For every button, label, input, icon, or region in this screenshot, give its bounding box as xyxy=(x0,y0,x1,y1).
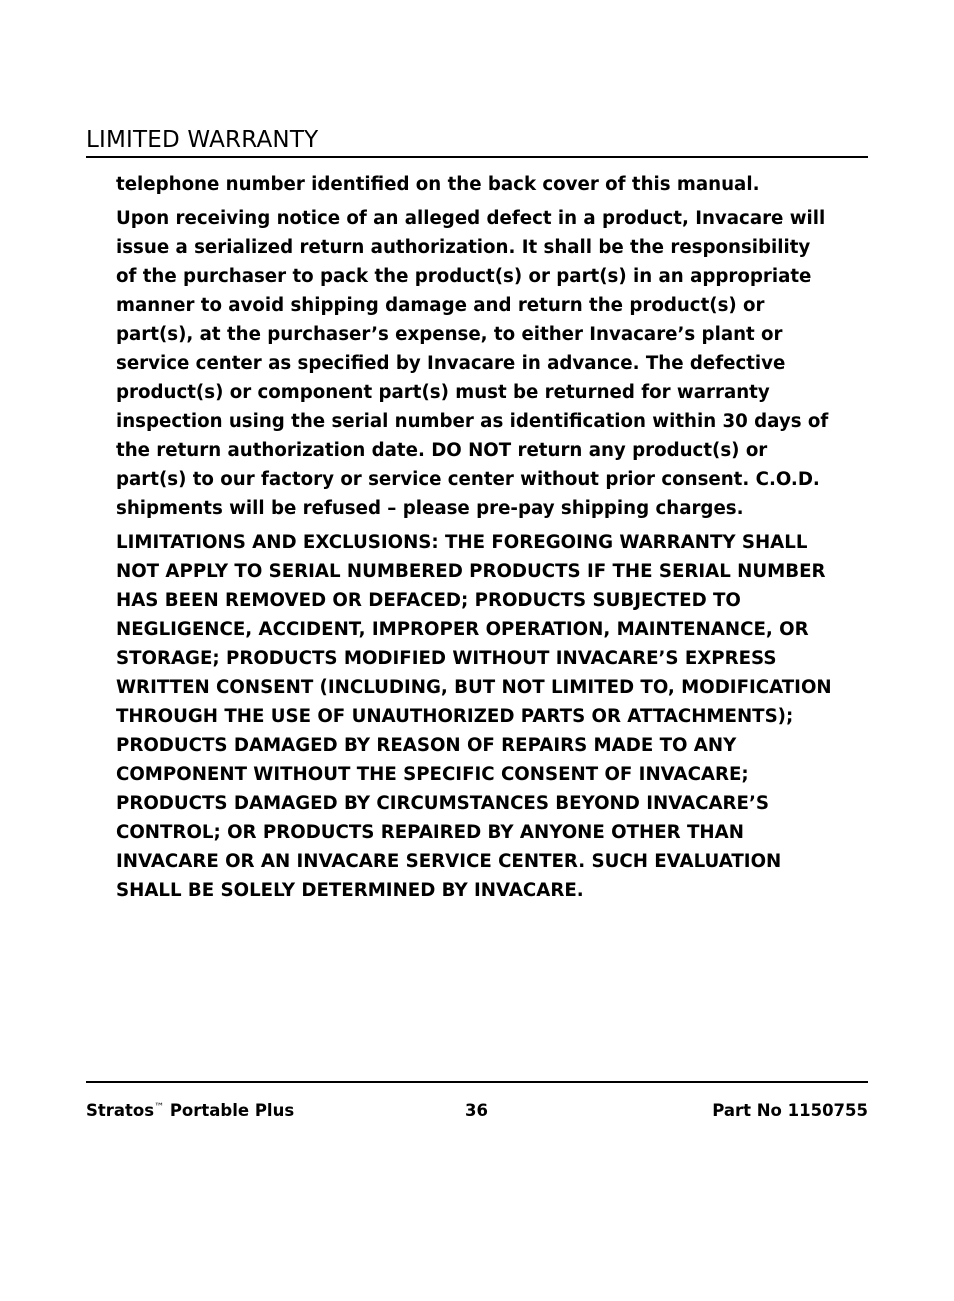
page-footer xyxy=(86,1101,868,1125)
page-header xyxy=(86,124,868,158)
trademark-symbol: ™ xyxy=(154,1102,165,1113)
footer-product-name xyxy=(86,1101,294,1120)
product-suffix-text: Portable Plus xyxy=(164,1101,295,1120)
paragraph-limitations: LIMITATIONS AND EXCLUSIONS: THE FOREGOING WARRANTY SHALL NOT APPLY TO SERIAL NUMBERED PRODUCTS IF THE SERIAL NUMBER HAS BEEN REMOVED OR DEFACED; PRODUCTS SUBJECTED TO NEGLIGENCE, ACCIDENT, IMPROPER OPERATION, MAINTENANCE, OR STORAGE; PRODUCTS MODIFIED WITHOUT INVACARE’S EXPRESS WRITTEN CONSENT (INCLUDING, BUT NOT LIMITED TO, MODIFICATION THROUGH THE USE OF UNAUTHORIZED PARTS OR ATTACHMENTS); PRODUCTS DAMAGED BY REASON OF REPAIRS MADE TO ANY COMPONENT WITHOUT THE SPECIFIC CONSENT OF INVACARE; PRODUCTS DAMAGED BY CIRCUMSTANCES BEYOND INVACARE’S CONTROL; OR PRODUCTS REPAIRED BY ANYONE OTHER THAN INVACARE OR AN INVACARE SERVICE CENTER. SUCH EVALUATION SHALL BE SOLELY DETERMINED BY INVACARE. xyxy=(116,532,832,901)
footer-part-number: Part No 1150755 xyxy=(712,1101,868,1120)
paragraph-return-authorization: Upon receiving notice of an alleged defect in a product, Invacare will issue a serialized return authorization. It shall be the responsibility of the purchaser to pack the product(s) or part(s) in an appropriate manner to avoid shipping damage and return the product(s) or part(s), at the purchaser’s expense, to either Invacare’s plant or service center as specified by Invacare in advance. The defective product(s) or component part(s) must be returned for warranty inspection using the serial number as identification within 30 days of the return authorization date. DO NOT return any product(s) or part(s) to our factory or service center without prior consent. C.O.D. shipments will be refused – please pre-pay shipping charges. xyxy=(116,208,829,519)
product-name-text: Stratos xyxy=(86,1101,155,1120)
section-title: LIMITED WARRANTY xyxy=(86,127,319,153)
paragraph-continuation: telephone number identified on the back cover of this manual. xyxy=(116,174,760,195)
footer-divider xyxy=(86,1081,868,1083)
footer-page-number: 36 xyxy=(465,1101,488,1120)
warranty-text xyxy=(116,170,832,910)
